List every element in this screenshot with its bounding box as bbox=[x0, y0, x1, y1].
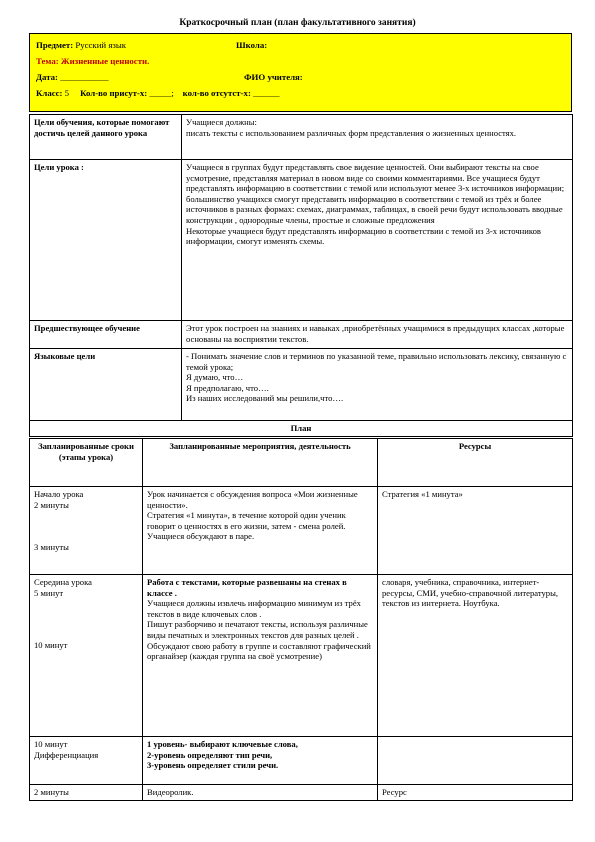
subject-label: Предмет: bbox=[36, 40, 74, 50]
present-value: _____; bbox=[149, 88, 174, 98]
language-goals-line: - Понимать значение слов и терминов по указанной теме, правильно использовать лексику, связанную с темой урока; bbox=[186, 351, 567, 372]
activity-line: Стратегия «1 минута», в течение которой один ученик говорит о ценностях в его жизни, затем - смена ролей. Учащиеся обсуждают в паре. bbox=[147, 510, 346, 542]
language-goals-cell bbox=[182, 349, 573, 421]
stage-cell bbox=[30, 737, 143, 785]
lesson-header bbox=[29, 33, 572, 112]
stage-line: Начало урока bbox=[34, 489, 84, 499]
resource-cell: словаря, учебника, справочника, интернет-ресурсы, СМИ, учебно-справочной литературы, текстов из интернета. Ноутбука. bbox=[378, 575, 573, 737]
activity-cell bbox=[143, 737, 378, 785]
page-title: Краткосрочный план (план факультативного занятия) bbox=[179, 18, 416, 28]
lesson-goals-cell bbox=[182, 160, 573, 321]
col-header-resources: Ресурсы bbox=[378, 439, 573, 487]
activity-line: Пишут разборчиво и печатают тексты, используя различные виды печатных и электронных текстов для разных целей . bbox=[147, 619, 368, 640]
stage-line: Дифференциация bbox=[34, 749, 99, 760]
present-label: Кол-во присут-х: bbox=[80, 88, 148, 98]
plan-table bbox=[29, 438, 573, 801]
learning-goals-label: Цели обучения, которые помогают достичь целей данного урока bbox=[30, 115, 182, 160]
activity-cell bbox=[143, 487, 378, 575]
lesson-goals-line: Учащиеся в группах будут представлять свое видение ценностей. Они выбирают тексты на свое усмотрение, представляя материал в новом виде со своими комментариями. Все учащиеся будут представлять информацию в соответствии с темой или используют менее 3-х источников информации; bbox=[186, 162, 565, 194]
language-goals-line: Я думаю, что… bbox=[186, 372, 244, 383]
lesson-topic: Тема: Жизненные ценности. bbox=[36, 56, 150, 66]
resource-cell: Стратегия «1 минута» bbox=[378, 487, 573, 575]
learning-goals-line: Учащиеся должны: bbox=[186, 117, 257, 127]
stage-cell: 2 минуты bbox=[30, 785, 143, 801]
stage-cell bbox=[30, 487, 143, 575]
stage-line: 3 минуты bbox=[34, 542, 69, 553]
resource-cell: Ресурс bbox=[378, 785, 573, 801]
subject-value: Русский язык bbox=[75, 40, 127, 50]
date-line bbox=[36, 72, 109, 82]
language-goals-line: Я предполагаю, что…. bbox=[186, 382, 269, 393]
language-goals-label: Языковые цели bbox=[30, 349, 182, 421]
resource-cell bbox=[378, 737, 573, 785]
lesson-goals-line: большинство учащихся смогут представить информацию в соответствии с темой из трёх и более источников в разных формах: схемах, диаграммах, таблицах, в своей речи будут использовать вводные конструкции , однородные члены, простые и сложные предложения bbox=[186, 193, 563, 225]
lesson-goals-label: Цели урока : bbox=[30, 160, 182, 321]
date-label: Дата: bbox=[36, 72, 58, 82]
school-label: Школа: bbox=[236, 40, 268, 50]
class-line bbox=[36, 88, 279, 98]
subject-line bbox=[36, 40, 126, 50]
stage-line: 2 минуты bbox=[34, 499, 69, 510]
activity-line: 2-уровень определяют тип речи, bbox=[147, 749, 273, 760]
absent-label: кол-во отсутст-х: bbox=[182, 88, 251, 98]
activity-line: Обсуждают свою работу в группе и составляют графический органайзер (каждая группа на своё усмотрение) bbox=[147, 640, 371, 662]
class-value: 5 bbox=[64, 88, 70, 98]
activity-line: Учащиеся должны извлечь информацию минимум из трёх текстов в виде ключевых слов . bbox=[147, 598, 361, 619]
stage-line: Середина урока bbox=[34, 577, 92, 587]
class-label: Класс: bbox=[36, 88, 63, 98]
learning-goals-line: писать тексты с использованием различных форм представления о жизненных ценностях. bbox=[186, 127, 517, 138]
lesson-goals-line: Некоторые учащиеся будут представлять информацию в соответствии с темой из 3-х источников информации, смогут изменять схемы. bbox=[186, 225, 541, 247]
col-header-activities: Запланированные мероприятия, деятельность bbox=[143, 439, 378, 487]
date-value: ___________ bbox=[60, 72, 109, 82]
plan-heading: План bbox=[30, 421, 573, 437]
activity-line: 3-уровень определяет стили речи. bbox=[147, 760, 279, 771]
activity-cell bbox=[143, 575, 378, 737]
activity-line: 1 уровень- выбирают ключевые слова, bbox=[147, 739, 298, 749]
stage-line: 5 минут bbox=[34, 587, 64, 598]
absent-value: ______ bbox=[253, 88, 280, 98]
activity-line: Урок начинается с обсуждения вопроса «Мои жизненные ценности». bbox=[147, 489, 358, 510]
teacher-label: ФИО учителя: bbox=[244, 72, 303, 82]
col-header-stages: Запланированные сроки (этапы урока) bbox=[30, 439, 143, 487]
prior-learning-label: Предшествующее обучение bbox=[30, 321, 182, 349]
prior-learning-text: Этот урок построен на знаниях и навыках ,приобретённых учащимися в предыдущих классах ,которые основаны на восприятии текстов. bbox=[182, 321, 573, 349]
language-goals-line: Из наших исследований мы решили,что…. bbox=[186, 393, 344, 404]
learning-goals-cell bbox=[182, 115, 573, 160]
activity-line: Работа с текстами, которые развешаны на стенах в классе . bbox=[147, 577, 347, 598]
stage-line: 10 минут bbox=[34, 640, 68, 651]
activity-cell: Видеоролик. bbox=[143, 785, 378, 801]
info-table bbox=[29, 114, 573, 437]
stage-cell bbox=[30, 575, 143, 737]
stage-line: 10 минут bbox=[34, 739, 68, 749]
